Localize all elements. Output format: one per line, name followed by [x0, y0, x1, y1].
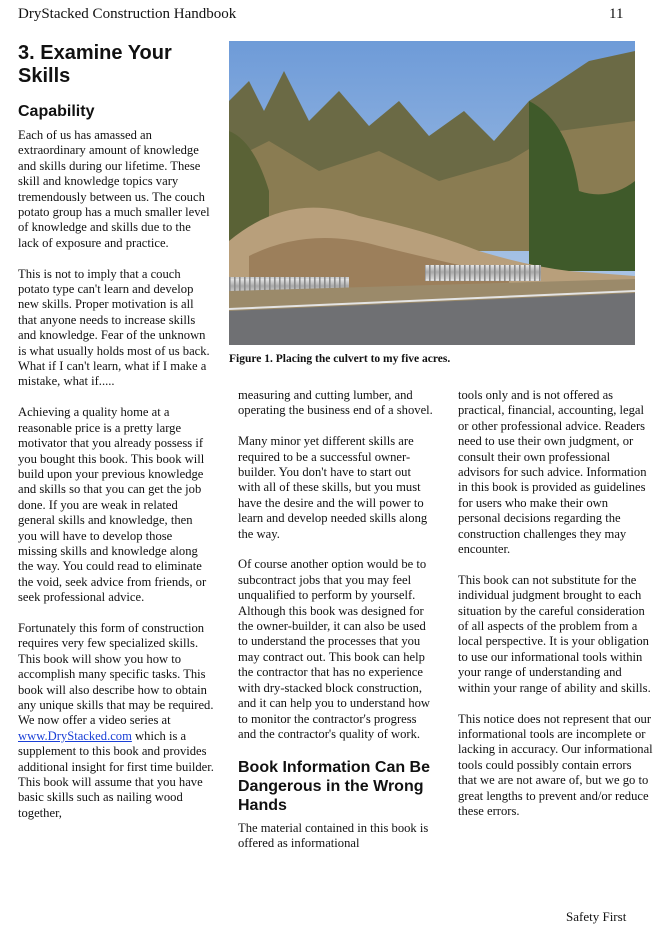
- paragraph: The material contained in this book is offered as informational: [238, 820, 429, 851]
- drystacked-website-link[interactable]: www.DryStacked.com: [18, 728, 132, 743]
- paragraph: Achieving a quality home at a reasonable price is a pretty large motivator that you already possess if you bought this book. This book will build upon your previous knowledge and skills so that you can get the job done. If you are weak in related general skills and knowledge, then you will have to develop those missing skills and knowledge along the way. You could read to eliminate the void, seek advice from friends, or seek professional advice.: [18, 405, 207, 605]
- paragraph: Many minor yet different skills are required to be a successful owner-builder. You don't have to start out with all of these skills, but you must have the desire and the will power to learn and develop needed skills along the way.: [238, 434, 428, 541]
- paragraph: [18, 621, 214, 821]
- paragraph: Of course another option would be to subcontract jobs that you may feel unqualified to perform by yourself. Although this book was designed for the owner-builder, it can also be used to understand the processes that you may contract out. This book can help the contractor that has no experience with dry-stacked block construction, and it can help you to understand how to monitor the contractor's progress and the contractor's quality of work.: [238, 557, 431, 741]
- paragraph: Each of us has amassed an extraordinary amount of knowledge and skills during our lifetime. These skill and knowledge topics vary tremendously between us. The couch potato group has a much smaller level of knowledge and skills due to the lack of exposure and practice.: [18, 128, 210, 250]
- text-column-3: [458, 388, 653, 835]
- chapter-title: 3. Examine Your Skills: [18, 42, 172, 87]
- paragraph: This is not to imply that a couch potato type can't learn and develop new skills. Proper motivation is all that anyone needs to increase skills and knowledge. Fear of the unknown is what usually holds most of us back. What if I can't learn, what if I make a mistake, what if.....: [18, 266, 210, 389]
- page-number: 11: [609, 6, 624, 22]
- paragraph-text: which is a supplement to this book and provides additional insight for first time builder. This book will assume that you have basic skills such as nailing wood together,: [18, 728, 214, 820]
- figure-caption: Figure 1. Placing the culvert to my five acres.: [229, 353, 451, 365]
- running-footer: Safety First: [566, 909, 627, 924]
- text-column-2: [238, 388, 434, 867]
- section-heading-capability: Capability: [18, 103, 95, 120]
- paragraph: tools only and is not offered as practical, financial, accounting, legal or other professional advice. Readers need to use their own judgment, or consult their own professional advisors for such advice. Information in this book is provided as guidelines for users who make their own personal decisions regarding the construction challenges they may encounter.: [458, 388, 647, 557]
- culvert-photo: [229, 41, 635, 345]
- paragraph-text: Fortunately this form of construction requires very few specialized skills. This book will show you how to accomplish many specific tasks. This book will also describe how to obtain any unique skills that may be required. We now offer a video series at: [18, 620, 214, 728]
- paragraph: This notice does not represent that our informational tools are incomplete or lacking in accuracy. Our informational tools could possibly contain errors that we are not aware of, but we go to great lengths to prevent and/or reduce these errors.: [458, 711, 653, 818]
- running-header-title: DryStacked Construction Handbook: [18, 6, 237, 22]
- paragraph: This book can not substitute for the individual judgment brought to each situation by the careful consideration of all aspects of the problem from a local perspective. It is your obligation to use our informational tools within your range of understanding and within your range of ability and skills.: [458, 572, 651, 695]
- section-heading-book-information: Book Information Can Be Dangerous in the Wrong Hands: [238, 758, 431, 814]
- paragraph: measuring and cutting lumber, and operating the business end of a shovel.: [238, 388, 433, 418]
- text-column-1: [18, 128, 214, 837]
